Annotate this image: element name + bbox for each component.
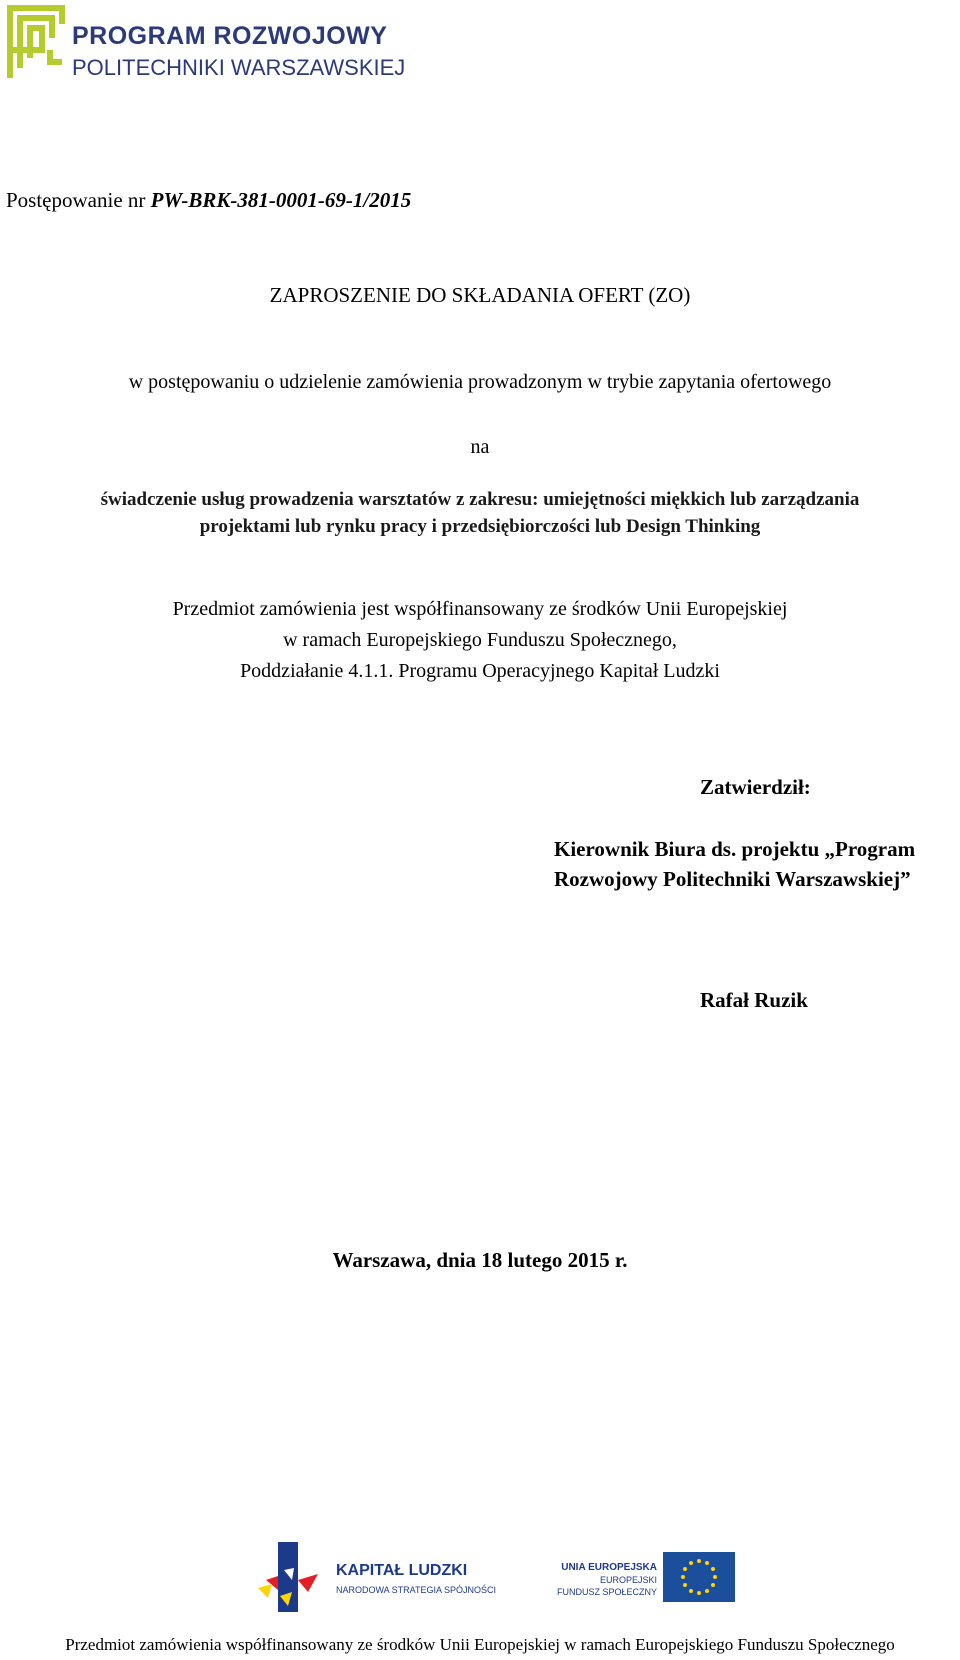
document-subtitle: w postępowaniu o udzielenie zamówienia prowadzonym w trybie zapytania ofertowego	[128, 371, 832, 393]
procedure-label: Postępowanie nr	[6, 188, 151, 212]
procedure-reference	[6, 188, 411, 213]
financing-note	[0, 594, 960, 687]
kapital-ludzki-logo	[258, 1540, 497, 1615]
logo-title: PROGRAM ROZWOJOWY	[72, 22, 388, 50]
document-title: ZAPROSZENIE DO SKŁADANIA OFERT (ZO)	[269, 283, 691, 307]
financing-line2: w ramach Europejskiego Funduszu Społecznego,	[283, 629, 677, 651]
footer-note: Przedmiot zamówienia współfinansowany ze środków Unii Europejskiej w ramach Europejskiego Funduszu Społecznego	[65, 1635, 895, 1654]
na-connector: na	[470, 436, 490, 458]
kl-title: KAPITAŁ LUDZKI	[336, 1562, 468, 1579]
eu-flag-icon	[663, 1552, 735, 1602]
program-logo	[6, 4, 426, 86]
eu-fund-line2: FUNDUSZ SPOŁECZNY	[556, 1587, 657, 1597]
eu-fund-line1: EUROPEJSKI	[599, 1575, 657, 1585]
approver-role	[554, 834, 915, 894]
logo-subtitle: POLITECHNIKI WARSZAWSKIEJ	[72, 55, 406, 80]
kl-subtitle: NARODOWA STRATEGIA SPÓJNOŚCI	[336, 1585, 497, 1595]
approver-name: Rafał Ruzik	[700, 988, 808, 1012]
order-subject	[0, 486, 960, 540]
approval-label: Zatwierdził:	[700, 775, 811, 799]
place-date: Warszawa, dnia 18 lutego 2015 r.	[332, 1248, 628, 1272]
order-subject-line2: projektami lub rynku pracy i przedsiębiorczości lub Design Thinking	[199, 516, 761, 537]
procedure-number: PW-BRK-381-0001-69-1/2015	[150, 188, 412, 212]
approver-role-line1: Kierownik Biura ds. projektu „Program	[554, 837, 916, 861]
financing-line1: Przedmiot zamówienia jest współfinansowany ze środków Unii Europejskiej	[172, 598, 788, 620]
financing-line3: Poddziałanie 4.1.1. Programu Operacyjnego Kapitał Ludzki	[240, 660, 720, 682]
approver-role-line2: Rozwojowy Politechniki Warszawskiej”	[554, 867, 911, 891]
order-subject-line1: świadczenie usług prowadzenia warsztatów z zakresu: umiejętności miękkich lub zarządzania	[100, 489, 860, 510]
kapital-ludzki-mark-icon	[258, 1540, 328, 1615]
eu-title: UNIA EUROPEJSKA	[561, 1562, 657, 1573]
eu-logo	[535, 1548, 735, 1606]
program-logo-mark-icon	[6, 4, 66, 82]
